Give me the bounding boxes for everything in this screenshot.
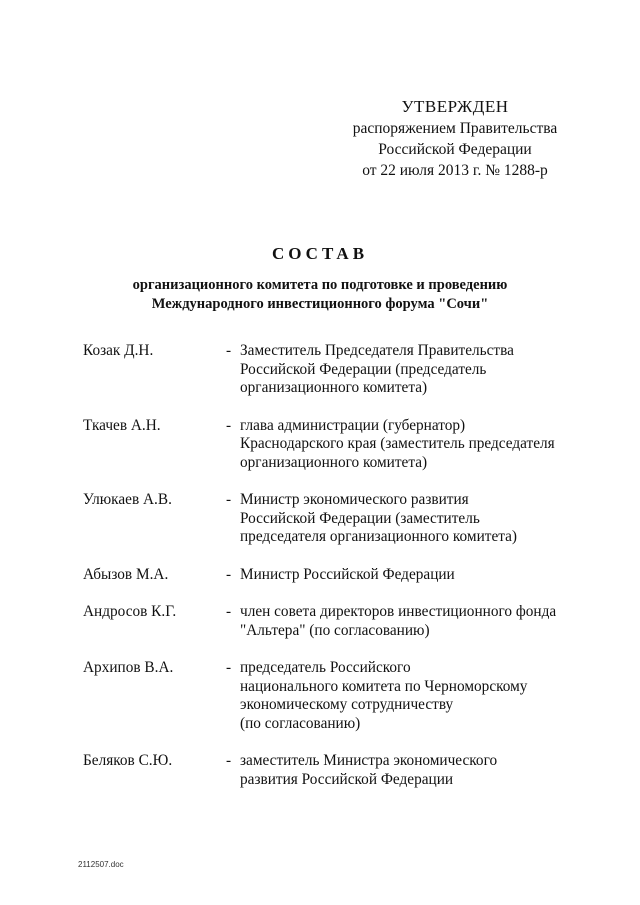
member-row (83, 417, 563, 473)
member-position-line: организационного комитета) (240, 379, 428, 396)
member-position-line: экономическому сотрудничеству (240, 696, 454, 713)
member-name: Ткачев А.Н. (83, 416, 161, 434)
member-position (240, 566, 563, 585)
member-position-line: (по согласованию) (240, 714, 361, 732)
approval-line: распоряжением Правительства (352, 120, 558, 137)
document-subtitle (0, 276, 640, 314)
member-position (240, 342, 563, 398)
member-dash: - (226, 342, 232, 359)
member-position-line: Министр Российской Федерации (240, 565, 455, 583)
subtitle-line: Международного инвестиционного форума "Сочи" (151, 296, 489, 312)
member-position-line: председатель Российского (240, 659, 411, 676)
subtitle-line: организационного комитета по подготовке и проведению (132, 277, 508, 293)
member-position (240, 491, 563, 547)
member-row (83, 491, 563, 547)
member-row (83, 752, 563, 789)
member-dash: - (226, 416, 232, 434)
member-position-line: Министр экономического развития (240, 491, 469, 508)
approval-stamp (340, 96, 570, 181)
member-dash: - (226, 565, 232, 583)
member-position-line: глава администрации (губернатор) (240, 416, 466, 434)
member-name: Андросов К.Г. (83, 603, 177, 620)
member-position-line: организационного комитета) (240, 453, 428, 471)
member-position-line: Российской Федерации (заместитель (240, 509, 480, 527)
member-dash: - (226, 603, 232, 620)
member-list (83, 342, 563, 808)
member-name: Абызов М.А. (83, 565, 169, 583)
member-position (240, 417, 563, 473)
member-row (83, 342, 563, 398)
member-row (83, 659, 563, 733)
member-position-line: развития Российской Федерации (240, 770, 454, 788)
file-name: 2112507.doc (78, 860, 124, 869)
approval-heading: УТВЕРЖДЕН (401, 97, 509, 116)
document-title-block (0, 244, 640, 314)
member-position-line: заместитель Министра экономического (240, 752, 498, 769)
member-position-line: "Альтера" (по согласованию) (240, 621, 430, 639)
member-dash: - (226, 491, 232, 508)
member-position-line: член совета директоров инвестиционного фонда (240, 603, 557, 620)
member-row (83, 603, 563, 640)
member-position-line: национального комитета по Черноморскому (240, 677, 528, 695)
approval-line: Российской Федерации (378, 141, 532, 158)
member-name: Улюкаев А.В. (83, 491, 172, 508)
member-position (240, 603, 563, 640)
member-position (240, 752, 563, 789)
member-name: Архипов В.А. (83, 659, 174, 676)
member-position-line: Краснодарского края (заместитель председателя (240, 435, 555, 452)
approval-line: от 22 июля 2013 г. № 1288-р (362, 162, 548, 179)
member-dash: - (226, 752, 232, 769)
member-position-line: Российской Федерации (председатель (240, 360, 487, 378)
member-position-line: Заместитель Председателя Правительства (240, 342, 514, 359)
member-row (83, 566, 563, 585)
member-name: Козак Д.Н. (83, 342, 154, 359)
member-position-line: председателя организационного комитета) (240, 528, 517, 545)
document-title: СОСТАВ (271, 244, 369, 263)
member-position (240, 659, 563, 733)
member-name: Беляков С.Ю. (83, 752, 173, 769)
member-dash: - (226, 659, 232, 676)
